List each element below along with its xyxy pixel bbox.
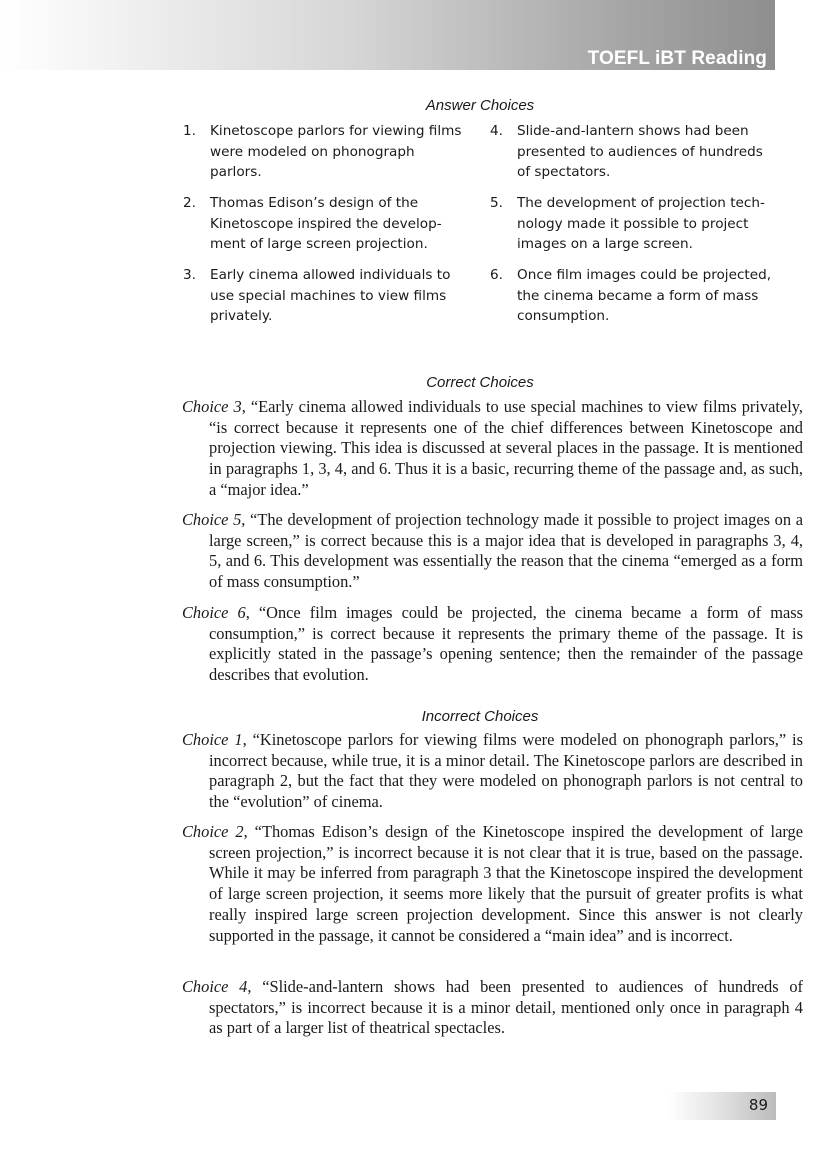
header-bar [0,0,775,70]
answer-choice-number: 4. [490,123,503,139]
answer-choice-text: Thomas Edison’s design of the Kinetoscope inspired the development of large screen projection. [210,195,442,253]
answer-choices-heading: Answer Choices [425,97,535,114]
choice-label: Choice 3 [182,397,242,416]
incorrect-choice-1-explanation [182,730,803,813]
choice-label: Choice 2 [182,822,244,841]
incorrect-choice-4-explanation [182,977,803,1039]
choice-label: Choice 1 [182,730,243,749]
answer-choice-number: 6. [490,267,503,283]
correct-choice-6-explanation [182,603,803,686]
incorrect-choice-2-explanation [182,822,803,946]
answer-choice-text: Kinetoscope parlors for viewing films were modeled on phonograph parlors. [210,123,462,181]
answer-choice-4 [490,121,780,183]
answer-choice-number: 3. [183,267,196,283]
answer-choice-number: 1. [183,123,196,139]
answer-choice-number: 5. [490,195,503,211]
explanation-text: , “Slide-and-lantern shows had been presented to audiences of hundreds of spectators,” is incorrect because it is a minor detail, mentioned only once in paragraph 4 as part of a larger list of theatrical spectacles. [209,977,803,1038]
choice-label: Choice 6 [182,603,246,622]
answer-choice-5 [490,193,780,255]
answer-choice-1 [183,121,468,183]
explanation-text: , “The development of projection technology made it possible to project images on a large screen,” is correct because this is a major idea that is developed in paragraphs 3, 4, 5, and 6. This development was essentially the reason that the cinema “emerged as a form of mass consumption.” [209,510,803,592]
correct-choice-3-explanation [182,397,803,501]
explanation-text: , “Once film images could be projected, the cinema became a form of mass consumption,” is correct because it represents the primary theme of the passage. It is explicitly stated in the passage’s opening sentence; then the remainder of the passage describes that evolution. [209,603,803,685]
page-number-badge [668,1092,776,1120]
answer-choice-text: The development of projection technology made it possible to project images on a large screen. [517,195,765,253]
explanation-text: , “Early cinema allowed individuals to use special machines to view films privately, “is correct because it represents one of the chief differences between Kinetoscope and projection viewing. This idea is discussed at several places in the passage. It is mentioned in paragraphs 1, 3, 4, and 6. Thus it is a basic, recurring theme of the passage and, as such, a “major idea.” [209,397,803,499]
explanation-text: , “Thomas Edison’s design of the Kinetoscope inspired the development of large screen projection,” is incorrect because it is not clear that it is true, based on the passage. While it may be inferred from paragraph 3 that the Kinetoscope inspired the development of large screen projection, it seems more likely that the pursuit of greater profits is what really inspired large screen projection development. Since this answer is not clearly supported in the passage, it cannot be considered a “main idea” and is incorrect. [209,822,803,945]
explanation-text: , “Kinetoscope parlors for viewing films were modeled on phonograph parlors,” is incorrect because, while true, it is a minor detail. The Kinetoscope parlors are described in paragraph 2, but the fact that they were modeled on phonograph parlors is not central to the “evolution” of cinema. [209,730,803,812]
answer-choice-number: 2. [183,195,196,211]
answer-choice-2 [183,193,468,255]
page-number: 89 [748,1096,768,1114]
answer-choice-6 [490,265,780,327]
choice-label: Choice 5 [182,510,242,529]
answer-choice-text: Once film images could be projected, the cinema became a form of mass consumption. [517,267,772,325]
correct-choice-5-explanation [182,510,803,593]
header-title: TOEFL iBT Reading [587,48,767,69]
answer-choice-text: Early cinema allowed individuals to use special machines to view films privately. [210,267,451,325]
answer-choice-text: Slide-and-lantern shows had been presented to audiences of hundreds of spectators. [517,123,763,181]
choice-label: Choice 4 [182,977,248,996]
incorrect-choices-heading: Incorrect Choices [421,708,539,725]
answer-choice-3 [183,265,468,327]
correct-choices-heading: Correct Choices [426,374,534,391]
